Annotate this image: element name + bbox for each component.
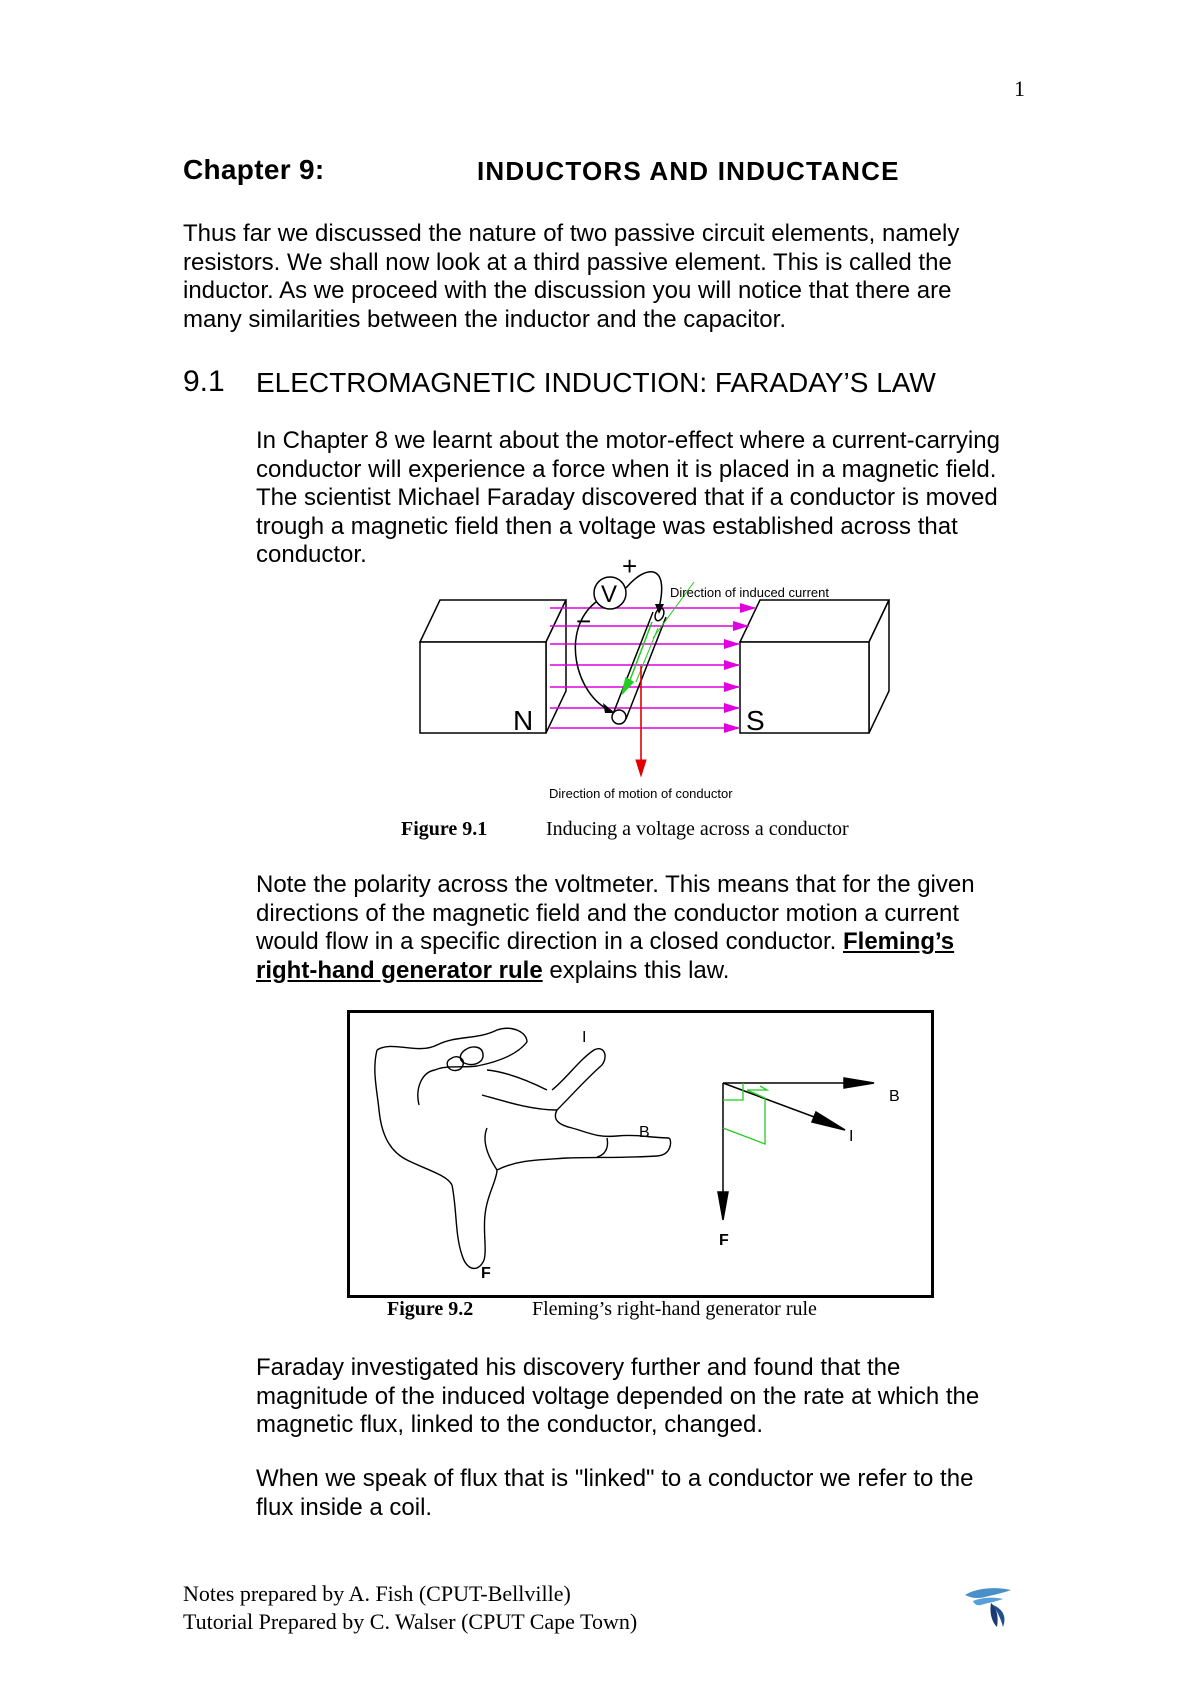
text-line: When we speak of flux that is "linked" to a conductor we refer to the — [256, 1465, 974, 1492]
text-line: magnitude of the induced voltage depended on the rate at which the — [256, 1382, 980, 1410]
figure-9-1-caption: Inducing a voltage across a conductor — [546, 818, 849, 840]
text-line: magnetic flux, linked to the conductor, changed. — [256, 1411, 763, 1438]
figure-9-1-label: Figure 9.1 — [401, 818, 488, 840]
text-line: inductor. As we proceed with the discussion you will notice that there are — [183, 277, 952, 304]
text-line: Note the polarity across the voltmeter. This means that for the given — [256, 871, 975, 898]
paragraph-motor-effect — [256, 427, 1016, 570]
north-pole-label: N — [513, 705, 534, 736]
flemings-rule-link-continued[interactable]: right-hand generator rule — [256, 956, 543, 984]
paragraph-polarity — [256, 871, 1016, 985]
section-number: 9.1 — [183, 365, 225, 398]
figure-9-1-diagram — [400, 551, 920, 810]
text-line: In Chapter 8 we learnt about the motor-effect where a current-carrying — [256, 427, 1000, 454]
minus-sign: − — [576, 606, 592, 636]
paragraph-faraday — [256, 1354, 1016, 1440]
text-line: Thus far we discussed the nature of two passive circuit elements, namely — [183, 220, 960, 247]
current-direction-label: Direction of induced current — [670, 585, 829, 600]
hand-current-label: I — [582, 1029, 587, 1046]
text-line — [256, 928, 1016, 957]
voltmeter-icon — [575, 551, 664, 713]
cput-bird-logo-icon — [963, 1585, 1013, 1630]
text-segment: would flow in a specific direction in a closed conductor. — [256, 928, 837, 955]
plus-sign: + — [622, 551, 638, 581]
footer — [183, 1580, 637, 1636]
paragraph-flux-linked — [256, 1465, 1016, 1522]
flemings-rule-link[interactable]: Fleming’s — [842, 928, 955, 955]
figure-9-2-label: Figure 9.2 — [387, 1298, 474, 1320]
text-line: conductor will experience a force when it is placed in a magnetic field. — [256, 455, 997, 483]
text-line: conductor. — [256, 541, 367, 568]
text-line: Faraday investigated his discovery further and found that the — [256, 1354, 901, 1381]
text-line: The scientist Michael Faraday discovered that if a conductor is moved — [256, 484, 998, 511]
axis-force-label: F — [719, 1232, 729, 1249]
text-line: trough a magnetic field then a voltage was established across that — [256, 512, 958, 540]
hand-field-label: B — [639, 1124, 650, 1141]
voltmeter-label: V — [601, 581, 618, 608]
axis-field-label: B — [889, 1088, 900, 1105]
motion-direction-label: Direction of motion of conductor — [549, 786, 733, 801]
figure-9-2-diagram — [347, 1010, 935, 1300]
section-title: ELECTROMAGNETIC INDUCTION: FARADAY’S LAW — [256, 367, 936, 398]
text-line: directions of the magnetic field and the conductor motion a current — [256, 899, 960, 927]
motion-arrow — [636, 666, 646, 776]
footer-line: Notes prepared by A. Fish (CPUT-Bellville) — [183, 1581, 571, 1606]
hand-force-label: F — [481, 1265, 491, 1282]
figure-frame — [349, 1012, 933, 1297]
text-segment: explains this law. — [549, 956, 730, 984]
figure-9-2-caption: Fleming’s right-hand generator rule — [532, 1298, 817, 1320]
chapter-title: INDUCTORS AND INDUCTANCE — [477, 156, 900, 186]
chapter-label: Chapter 9: — [183, 154, 325, 185]
south-pole-label: S — [746, 705, 765, 736]
north-magnet — [420, 600, 566, 733]
axis-current-label: I — [849, 1128, 854, 1145]
footer-line: Tutorial Prepared by C. Walser (CPUT Cape Town) — [183, 1609, 638, 1634]
text-line: flux inside a coil. — [256, 1493, 433, 1521]
text-line: resistors. We shall now look at a third passive element. This is called the — [183, 248, 952, 276]
text-line — [256, 957, 1016, 986]
text-line: many similarities between the inductor and the capacitor. — [183, 305, 786, 333]
page-number: 1 — [1014, 76, 1025, 101]
intro-paragraph — [183, 220, 1003, 334]
